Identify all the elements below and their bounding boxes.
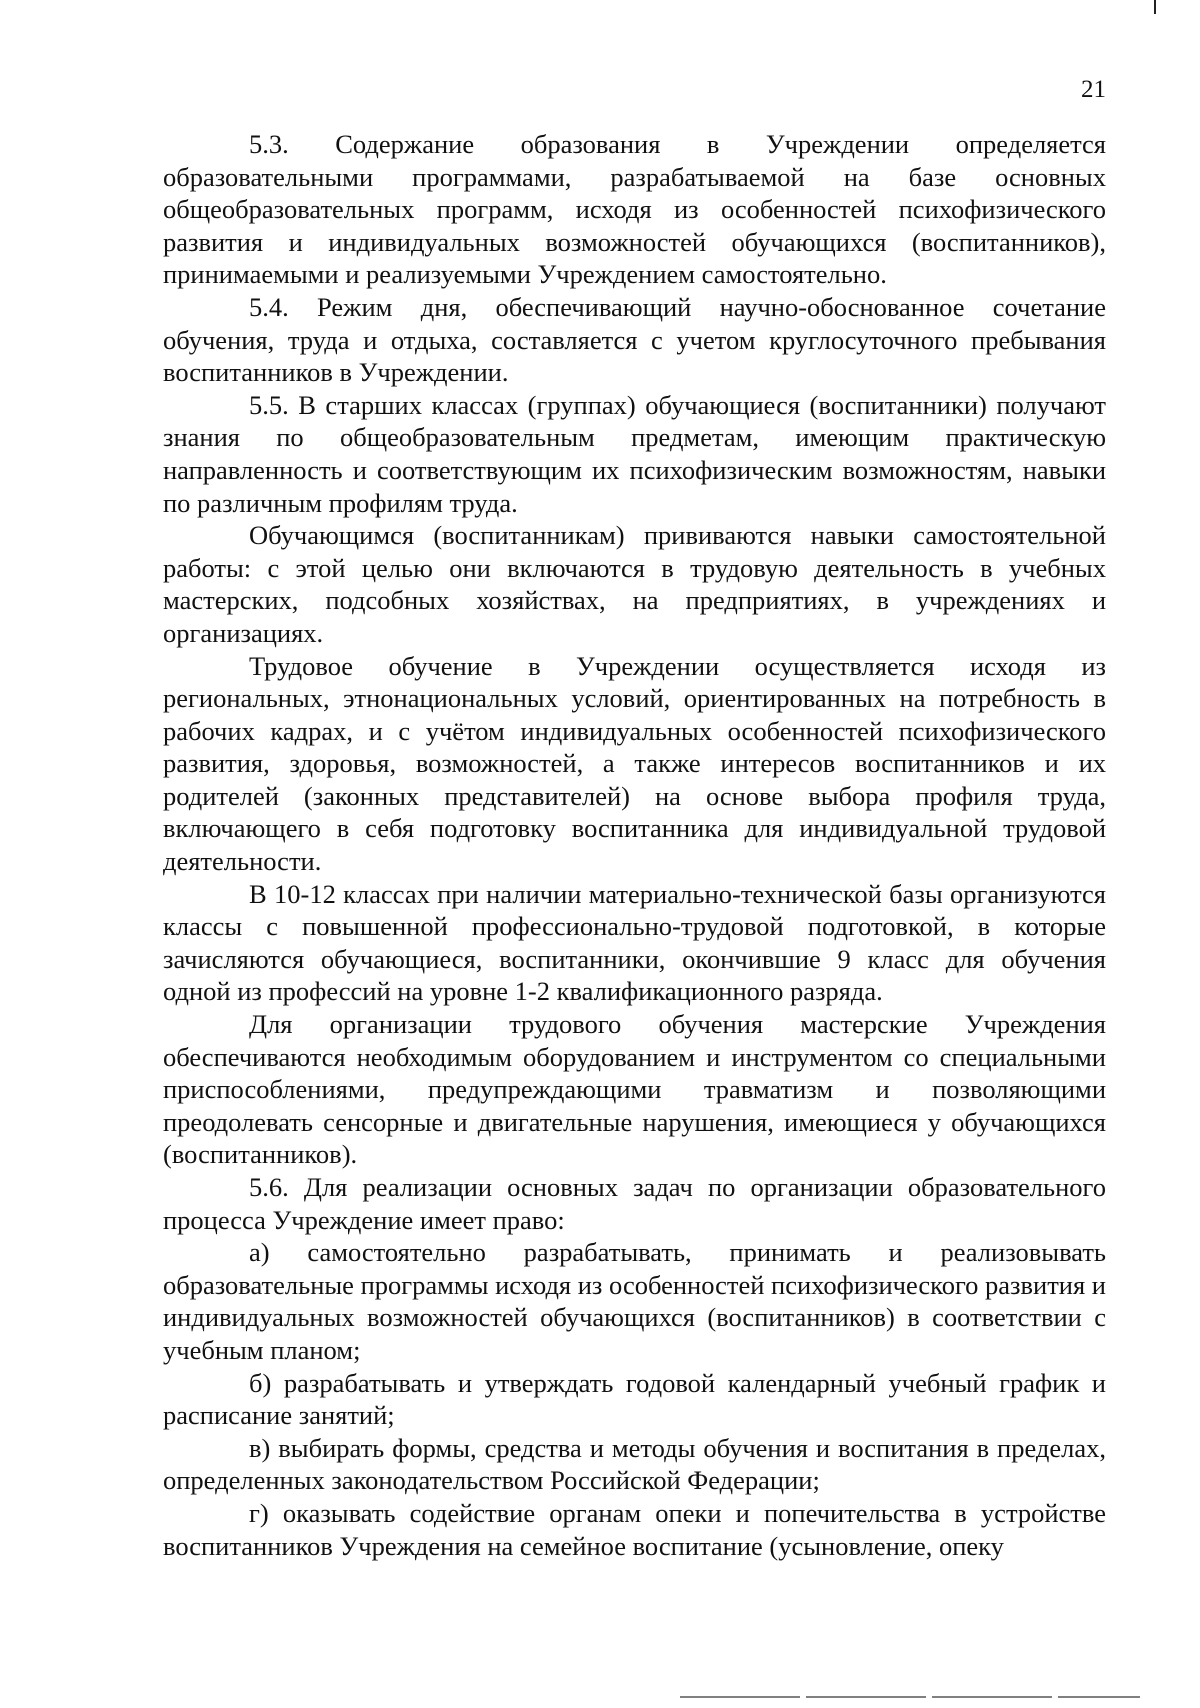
page-number: 21 — [1081, 76, 1106, 103]
paragraph-workshops: Для организации трудового обучения мастерские Учреждения обеспечиваются необходимым оборудованием и инструментом со специальными приспособлениями, предупреждающими травматизм и позволяющими преодолевать сенсорные и двигательные нарушения, имеющиеся у обучающихся (воспитанников). — [163, 1009, 1106, 1170]
paragraph-grades-10-12: В 10-12 классах при наличии материально-технической базы организуются классы с повышенной профессионально-трудовой подготовкой, в которые зачисляются обучающиеся, воспитанники, окончившие 9 класс для обучения одной из профессий на уровне 1-2 квалификационного разряда. — [163, 878, 1106, 1007]
list-item-b: б) разрабатывать и утверждать годовой календарный учебный график и расписание занятий; — [163, 1367, 1106, 1431]
scan-edge-mark — [1154, 0, 1156, 14]
paragraph-5-5: 5.5. В старших классах (группах) обучающиеся (воспитанники) получают знания по общеобразовательным предметам, имеющим практическую направленность и соответствующим их психофизическим возможностям, навыки по различным профилям труда. — [163, 389, 1106, 518]
paragraph-5-4: 5.4. Режим дня, обеспечивающий научно-обоснованное сочетание обучения, труда и отдыха, составляется с учетом круглосуточного пребывания воспитанников в Учреждении. — [163, 291, 1106, 388]
list-item-a: а) самостоятельно разрабатывать, принимать и реализовывать образовательные программы исходя из особенностей психофизического развития и индивидуальных возможностей обучающихся (воспитанников) в соответствии с учебным планом; — [163, 1237, 1106, 1365]
paragraph-5-6: 5.6. Для реализации основных задач по организации образовательного процесса Учреждение имеет право: — [163, 1172, 1106, 1235]
paragraph-self-work: Обучающимся (воспитанникам) прививаются навыки самостоятельной работы: с этой целью они включаются в трудовую деятельность в учебных мастерских, подсобных хозяйствах, на предприятиях, в учреждениях и организациях. — [163, 520, 1106, 648]
list-item-v: в) выбирать формы, средства и методы обучения и воспитания в пределах, определенных законодательством Российской Федерации; — [163, 1432, 1106, 1496]
list-item-g: г) оказывать содействие органам опеки и попечительства в устройстве воспитанников Учреждения на семейное воспитание (усыновление, опеку — [163, 1497, 1106, 1561]
paragraph-labor-training: Трудовое обучение в Учреждении осуществляется исходя из региональных, этнонациональных условий, ориентированных на потребность в рабочих кадрах, и с учётом индивидуальных особенностей психофизического развития, здоровья, возможностей, а также интересов воспитанников и их родителей (законных представителей) на основе выбора профиля труда, включающего в себя подготовку воспитанника для индивидуальной трудовой деятельности. — [163, 650, 1106, 877]
document-body — [163, 128, 1106, 1562]
scan-bottom-line — [680, 1696, 1140, 1698]
paragraph-5-3: 5.3. Содержание образования в Учреждении определяется образовательными программами, разрабатываемой на базе основных общеобразовательных программ, исходя из особенностей психофизического развития и индивидуальных возможностей обучающихся (воспитанников), принимаемыми и реализуемыми Учреждением самостоятельно. — [163, 129, 1106, 290]
